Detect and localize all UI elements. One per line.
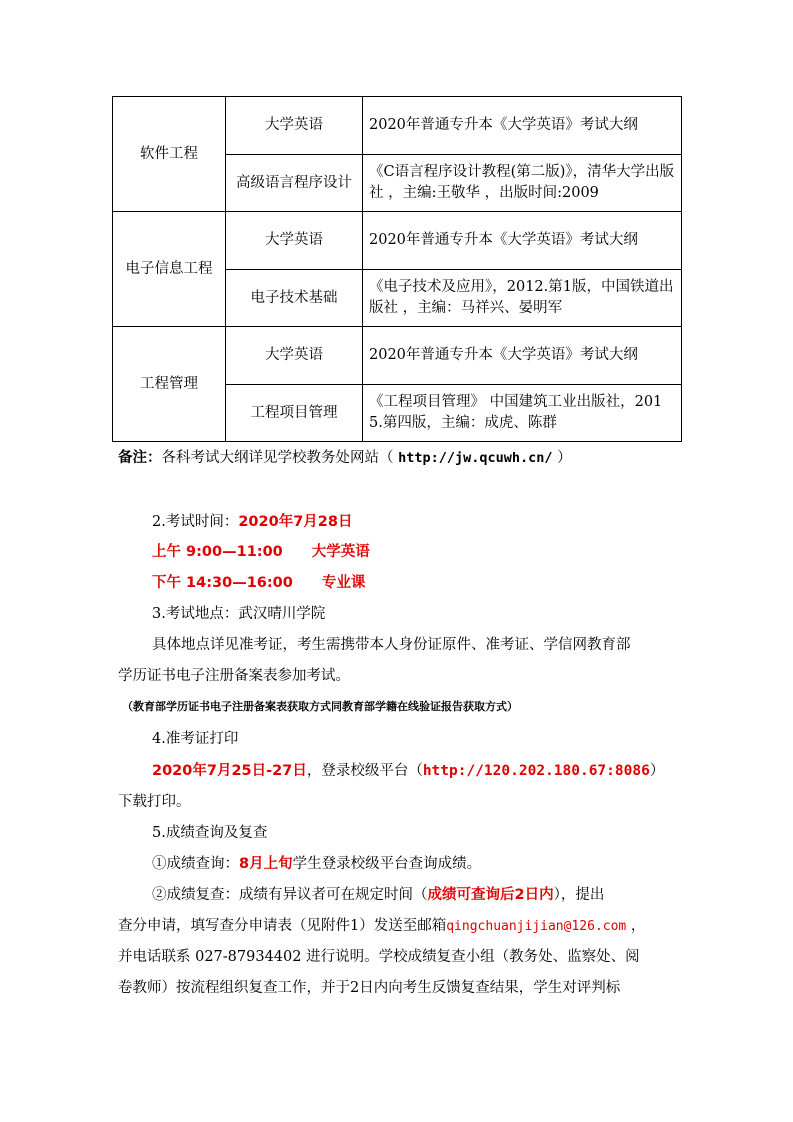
location-note: （教育部学历证书电子注册备案表获取方式同教育部学籍在线验证报告获取方式） bbox=[122, 700, 518, 713]
exam-location-heading: 3.考试地点：武汉晴川学院 bbox=[152, 606, 326, 622]
table-row bbox=[113, 212, 682, 270]
note-text: 各科考试大纲详见学校教务处网站（ bbox=[161, 450, 399, 466]
score-query-label: ①成绩查询： bbox=[152, 856, 239, 872]
review-pre: ②成绩复查：成绩有异议者可在规定时间（ bbox=[152, 887, 428, 903]
score-query-time: 8月上旬 bbox=[239, 856, 293, 872]
book-cell: 2020年普通专升本《大学英语》考试大纲 bbox=[363, 97, 682, 155]
subject-cell: 工程项目管理 bbox=[226, 385, 363, 442]
book-cell: 《工程项目管理》 中国建筑工业出版社，2015.第四版，主编：成虎、陈群 bbox=[363, 385, 682, 442]
review2-pre: 查分申请，填写查分申请表（见附件1）发送至邮箱 bbox=[118, 918, 447, 934]
subject-cell: 大学英语 bbox=[226, 327, 363, 385]
note-close: ） bbox=[552, 450, 572, 466]
subject-cell: 大学英语 bbox=[226, 97, 363, 155]
note-label: 备注： bbox=[118, 450, 162, 466]
major-cell: 工程管理 bbox=[113, 327, 226, 442]
review-deadline: 成绩可查询后2日内 bbox=[427, 887, 554, 903]
book-cell: 2020年普通专升本《大学英语》考试大纲 bbox=[363, 327, 682, 385]
score-review-line4: 卷教师）按流程组织复查工作，并于2日内向考生反馈复查结果，学生对评判标 bbox=[118, 980, 621, 996]
exam-time-line bbox=[152, 510, 352, 531]
table-row bbox=[113, 97, 682, 155]
textbook-table bbox=[112, 96, 682, 442]
print-mid: ，登录校级平台（ bbox=[306, 763, 423, 779]
book-cell: 《电子技术及应用》，2012.第1版，中国铁道出版社 ，主编：马祥兴、晏明军 bbox=[363, 270, 682, 327]
print-dates: 2020年7月25日-27日 bbox=[152, 763, 307, 779]
exam-date: 2020年7月28日 bbox=[238, 514, 353, 530]
academic-affairs-link[interactable]: http://jw.qcuwh.cn/ bbox=[398, 450, 553, 466]
major-cell: 电子信息工程 bbox=[113, 212, 226, 327]
location-paragraph-line2: 学历证书电子注册备案表参加考试。 bbox=[118, 668, 350, 684]
print-close: ） bbox=[649, 763, 665, 779]
score-heading: 5.成绩查询及复查 bbox=[152, 825, 268, 841]
print-tail: 下载打印。 bbox=[118, 794, 191, 810]
table-row bbox=[113, 327, 682, 385]
afternoon-session: 下午 14:30—16:00 专业课 bbox=[152, 575, 366, 591]
subject-cell: 电子技术基础 bbox=[226, 270, 363, 327]
note-line bbox=[118, 446, 572, 467]
review2-post: ， bbox=[626, 918, 646, 934]
book-cell: 《C语言程序设计教程(第二版)》，清华大学出版社 ，主编:王敬华 ，出版时间:2009 bbox=[363, 155, 682, 212]
score-review-line1 bbox=[152, 883, 604, 904]
review-post: ），提出 bbox=[553, 887, 605, 903]
score-review-line3: 并电话联系 027-87934402 进行说明。学校成绩复查小组（教务处、监察处、阅 bbox=[118, 949, 640, 965]
score-review-line2 bbox=[118, 914, 645, 935]
admission-ticket-heading: 4.准考证打印 bbox=[152, 731, 239, 747]
score-query-line bbox=[152, 852, 481, 873]
subject-cell: 大学英语 bbox=[226, 212, 363, 270]
exam-time-heading: 2.考试时间： bbox=[152, 514, 239, 530]
major-cell: 软件工程 bbox=[113, 97, 226, 212]
platform-link[interactable]: http://120.202.180.67:8086 bbox=[422, 763, 650, 779]
admission-ticket-line bbox=[152, 759, 664, 780]
score-query-text: 学生登录校级平台查询成绩。 bbox=[292, 856, 482, 872]
subject-cell: 高级语言程序设计 bbox=[226, 155, 363, 212]
location-paragraph-line1: 具体地点详见准考证，考生需携带本人身份证原件、准考证、学信网教育部 bbox=[152, 637, 631, 653]
book-cell: 2020年普通专升本《大学英语》考试大纲 bbox=[363, 212, 682, 270]
review-email-link[interactable]: qingchuanjijian@126.com bbox=[446, 919, 627, 934]
morning-session: 上午 9:00—11:00 大学英语 bbox=[152, 544, 370, 560]
